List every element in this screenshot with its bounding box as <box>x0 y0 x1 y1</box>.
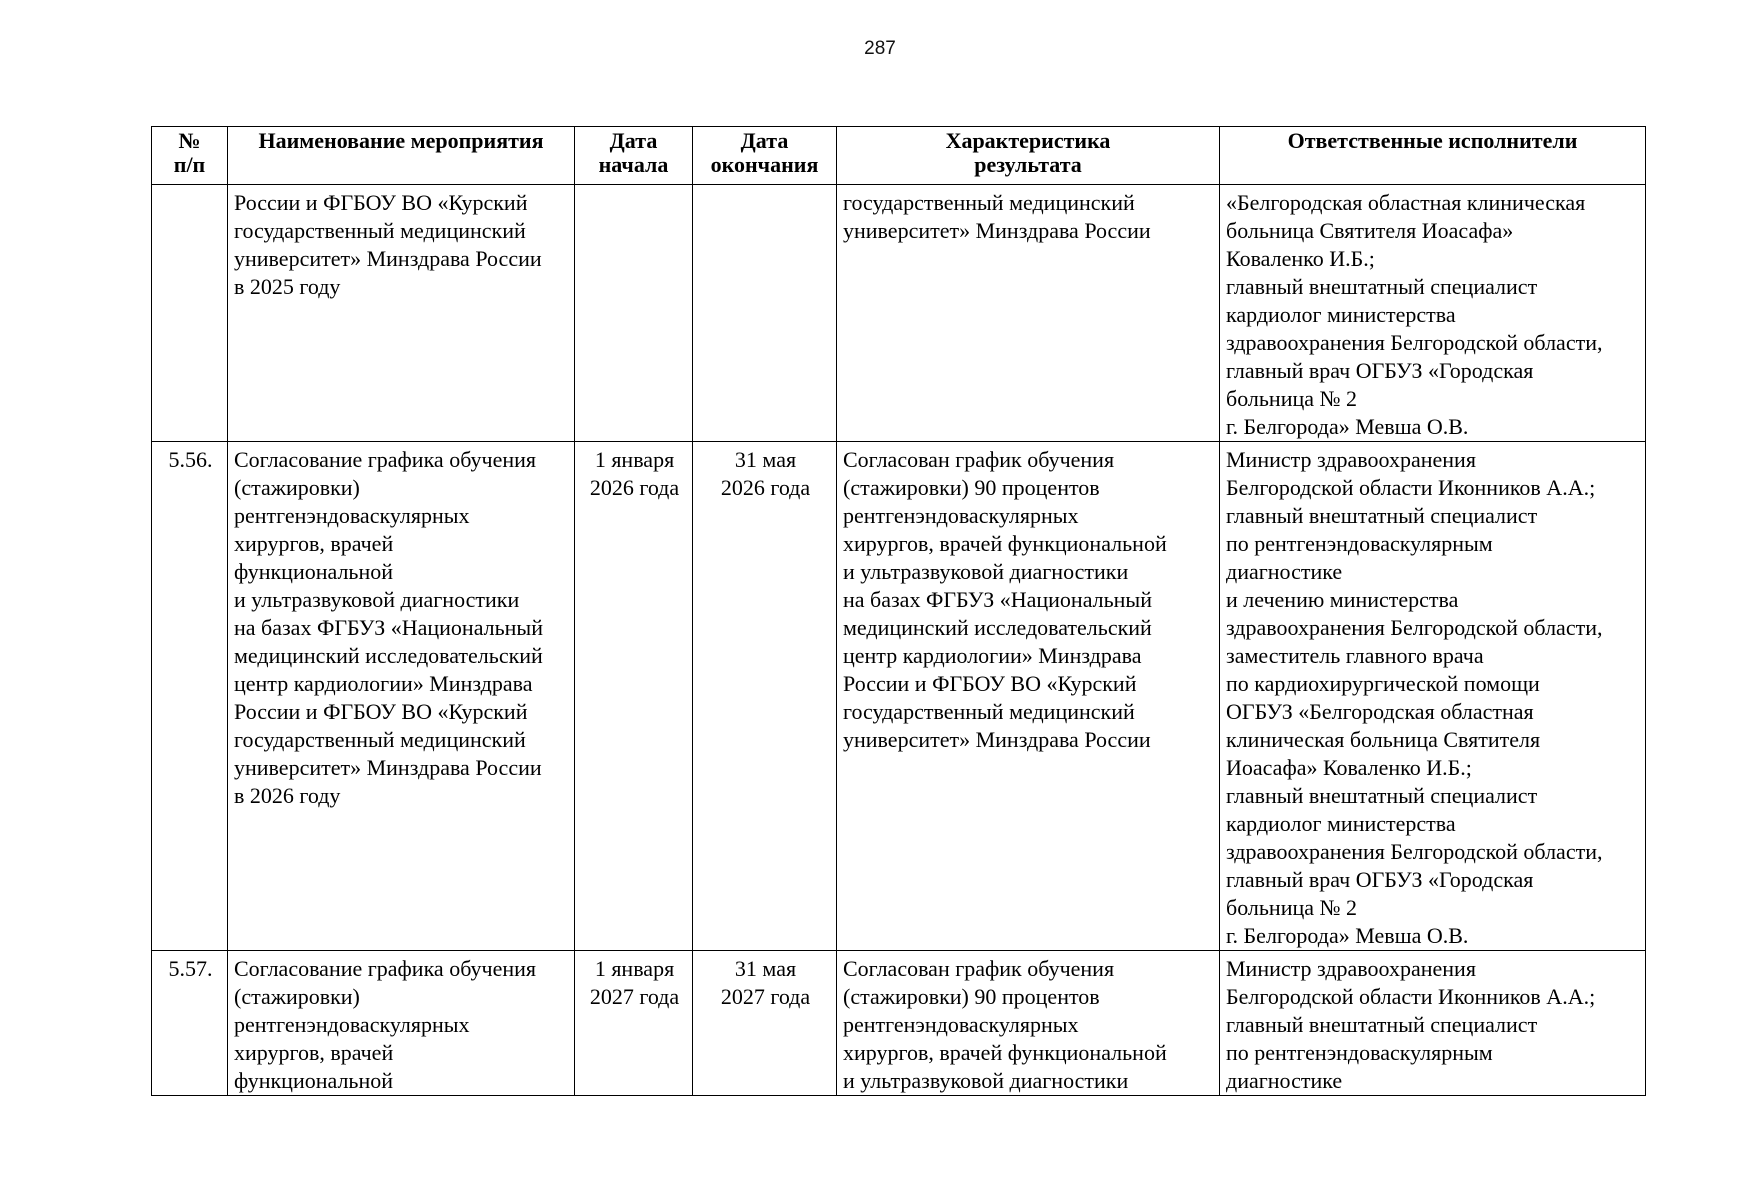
table-header-row <box>152 127 1646 185</box>
table-row <box>152 185 1646 442</box>
responsible-persons: Министр здравоохранения Белгородской области Иконников А.А.; главный внештатный специалист по рентгенэндоваскулярным диагностике и лечению министерства здравоохранения Белгородской области, заместитель главного врача по кардиохирургической помощи ОГБУЗ «Белгородская областная клиническая больница Святителя Иоасафа» Коваленко И.Б.; главный внештатный специалист кардиолог министерства здравоохранения Белгородской области, главный врач ОГБУЗ «Городская больница № 2 г. Белгорода» Мевша О.В. <box>1220 442 1646 951</box>
end-date: 31 мая 2026 года <box>693 442 837 951</box>
responsible-persons: «Белгородская областная клиническая больница Святителя Иоасафа» Коваленко И.Б.; главный внештатный специалист кардиолог министерства здравоохранения Белгородской области, главный врач ОГБУЗ «Городская больница № 2 г. Белгорода» Мевша О.В. <box>1220 185 1646 442</box>
result-description: Согласован график обучения (стажировки) 90 процентов рентгенэндоваскулярных хирургов, врачей функциональной и ультразвуковой диагностики <box>837 951 1220 1096</box>
header-start-date: Дата начала <box>575 127 693 185</box>
header-activity-name: Наименование мероприятия <box>228 127 575 185</box>
start-date: 1 января 2026 года <box>575 442 693 951</box>
start-date <box>575 185 693 442</box>
end-date <box>693 185 837 442</box>
header-result: Характеристика результата <box>837 127 1220 185</box>
page-number: 287 <box>864 38 896 59</box>
table-row <box>152 951 1646 1096</box>
row-number: 5.57. <box>152 951 228 1096</box>
start-date: 1 января 2027 года <box>575 951 693 1096</box>
row-number: 5.56. <box>152 442 228 951</box>
activity-name: России и ФГБОУ ВО «Курский государственный медицинский университет» Минздрава России в 2025 году <box>228 185 575 442</box>
header-responsible: Ответственные исполнители <box>1220 127 1646 185</box>
end-date: 31 мая 2027 года <box>693 951 837 1096</box>
result-description: Согласован график обучения (стажировки) 90 процентов рентгенэндоваскулярных хирургов, врачей функциональной и ультразвуковой диагностики на базах ФГБУЗ «Национальный медицинский исследовательский центр кардиологии» Минздрава России и ФГБОУ ВО «Курский государственный медицинский университет» Минздрава России <box>837 442 1220 951</box>
header-number: № п/п <box>152 127 228 185</box>
activity-name: Согласование графика обучения (стажировки) рентгенэндоваскулярных хирургов, врачей функциональной <box>228 951 575 1096</box>
row-number <box>152 185 228 442</box>
table-row <box>152 442 1646 951</box>
responsible-persons: Министр здравоохранения Белгородской области Иконников А.А.; главный внештатный специалист по рентгенэндоваскулярным диагностике <box>1220 951 1646 1096</box>
result-description: государственный медицинский университет» Минздрава России <box>837 185 1220 442</box>
header-end-date: Дата окончания <box>693 127 837 185</box>
activity-name: Согласование графика обучения (стажировки) рентгенэндоваскулярных хирургов, врачей функциональной и ультразвуковой диагностики на базах ФГБУЗ «Национальный медицинский исследовательский центр кардиологии» Минздрава России и ФГБОУ ВО «Курский государственный медицинский университет» Минздрава России в 2026 году <box>228 442 575 951</box>
activities-table <box>151 126 1646 1096</box>
